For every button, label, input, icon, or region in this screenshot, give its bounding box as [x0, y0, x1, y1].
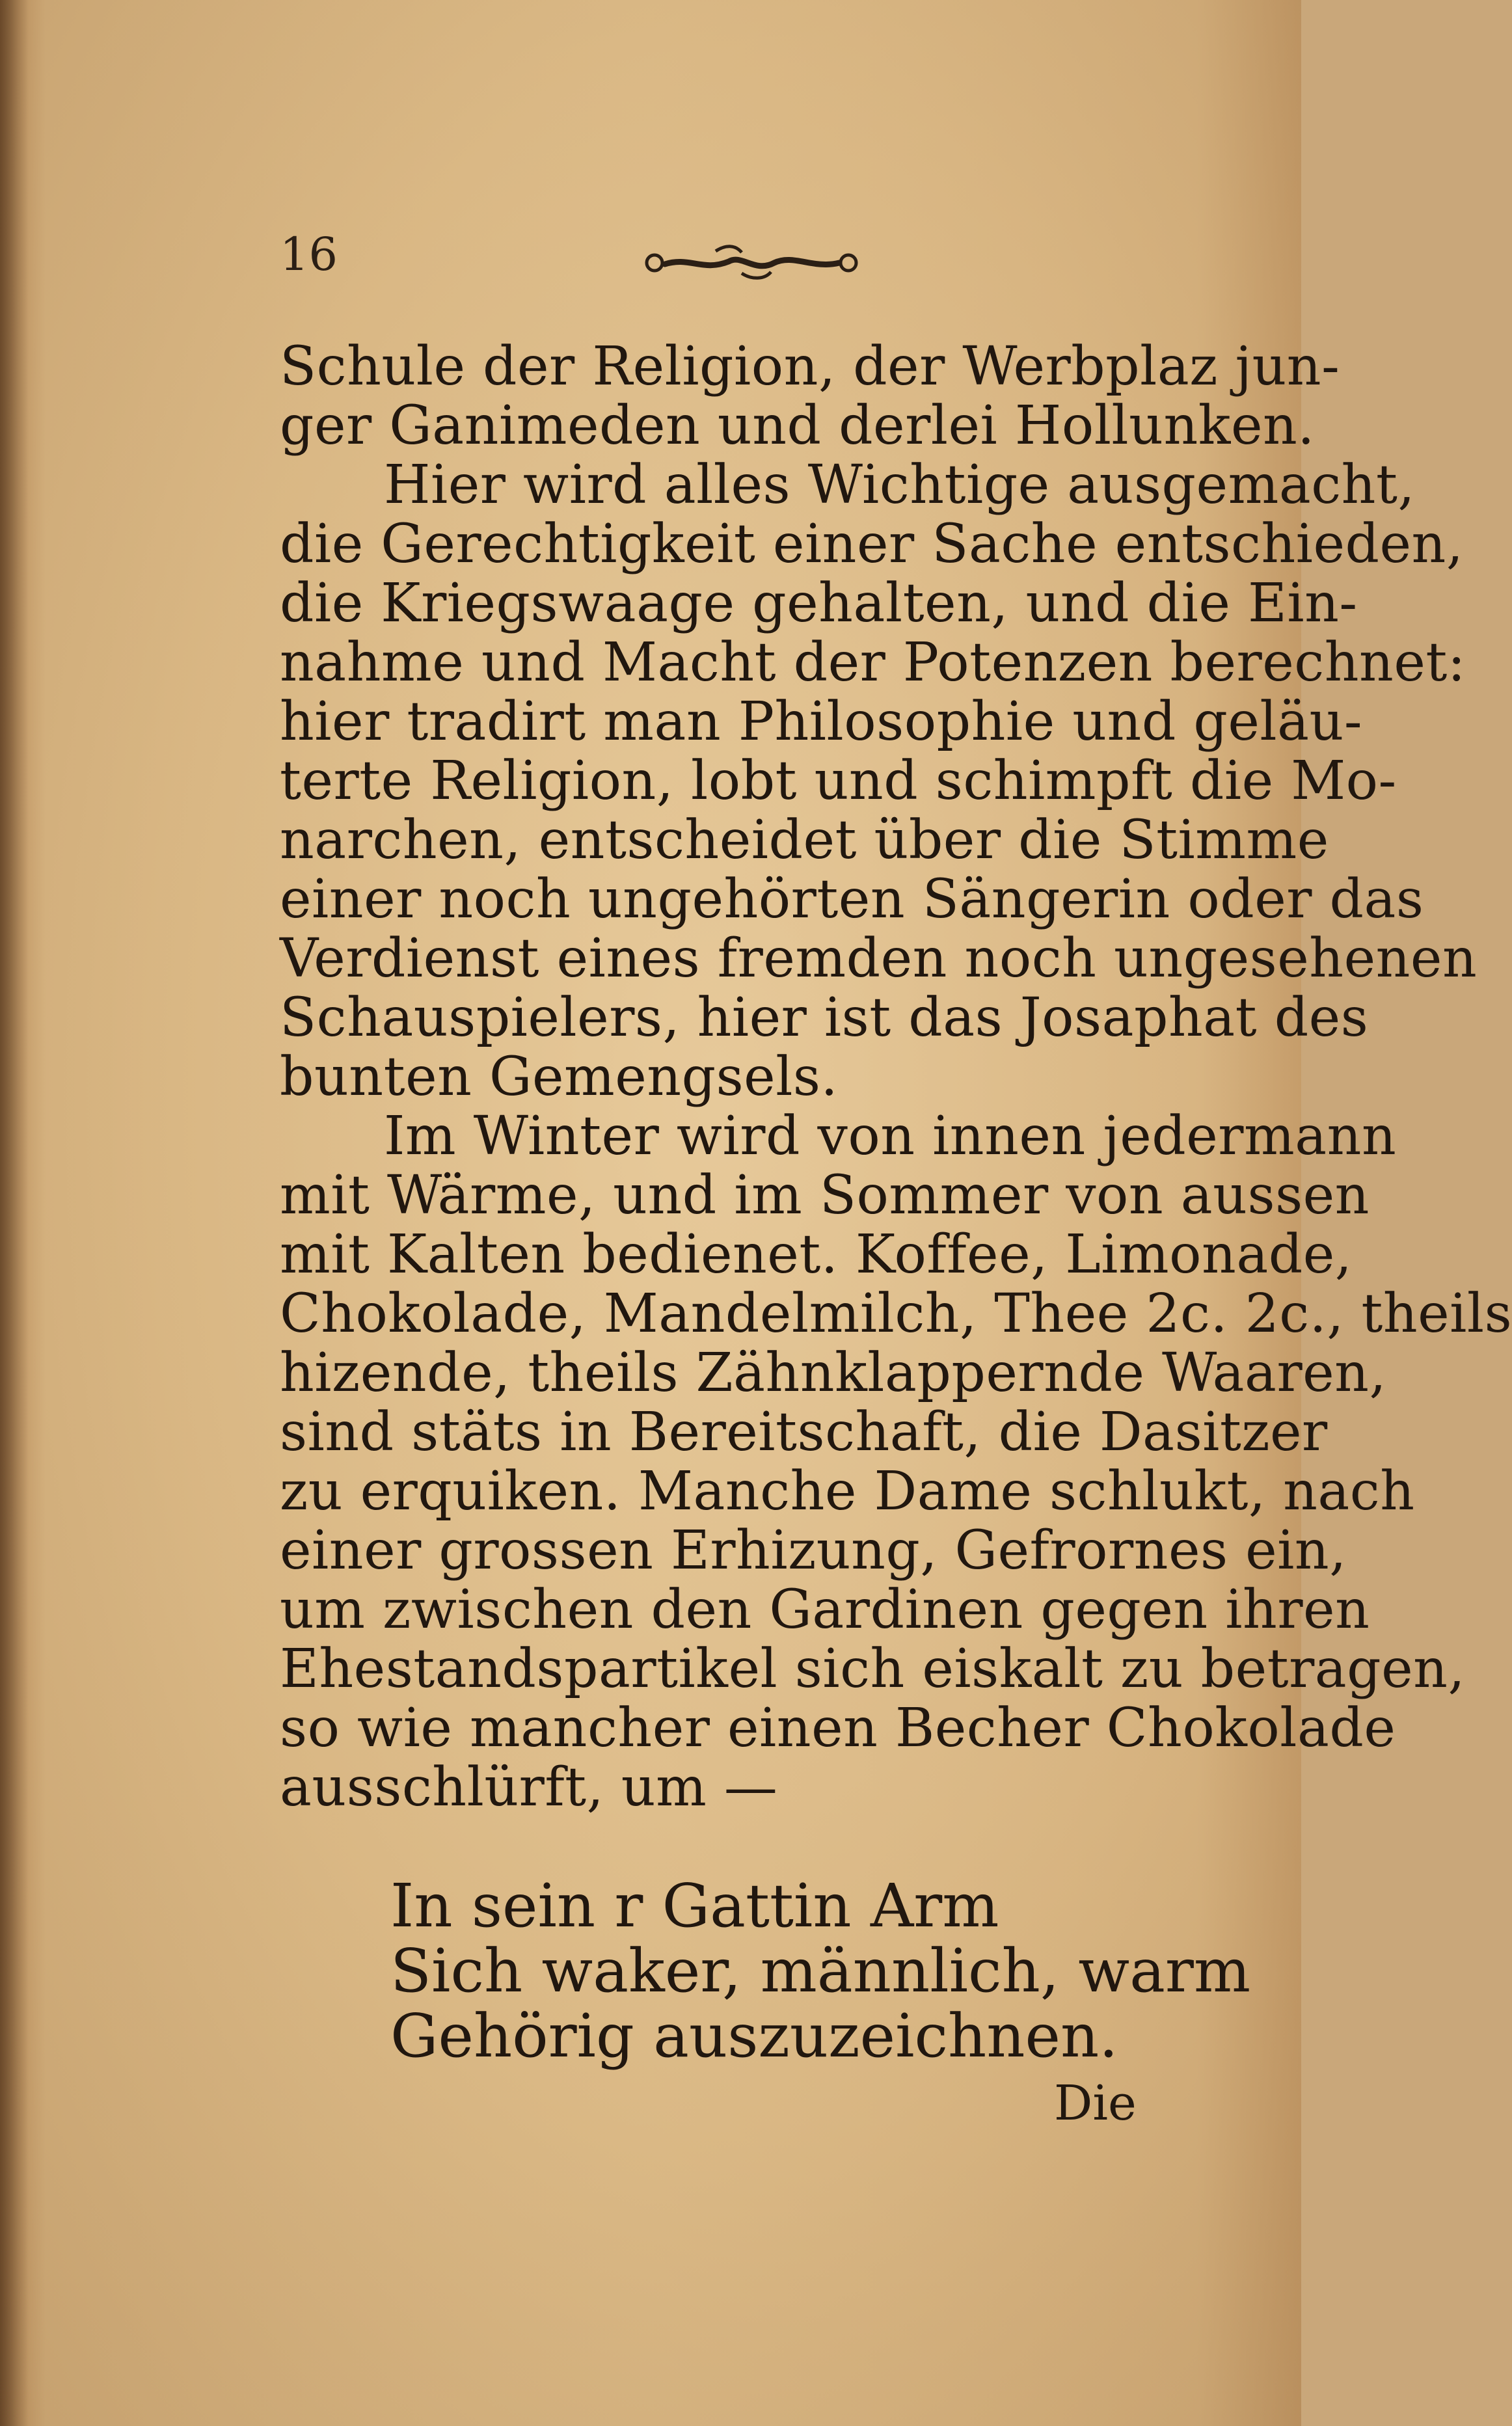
text-line: die Kriegswaage gehalten, und die Ein-: [280, 573, 1358, 634]
text-line: Verdienst eines fremden noch ungesehenen: [280, 928, 1478, 990]
text-line: sind stäts in Bereitschaft, die Dasitzer: [280, 1401, 1328, 1463]
text-line: hizende, theils Zähnklappernde Waaren,: [280, 1342, 1387, 1404]
text-line: terte Religion, lobt und schimpft die Mo-: [280, 750, 1397, 812]
text-line: mit Wärme, und im Sommer von aussen: [280, 1165, 1370, 1226]
text-line: so wie mancher einen Becher Chokolade: [280, 1697, 1396, 1759]
text-line: nahme und Macht der Potenzen berechnet:: [280, 632, 1466, 694]
text-line: Chokolade, Mandelmilch, Thee 2c. 2c., theils: [280, 1283, 1512, 1345]
gutter-shadow: [0, 0, 29, 2426]
text-line: einer grossen Erhizung, Gefrornes ein,: [280, 1520, 1347, 1582]
verse-line: In sein r Gattin Arm: [390, 1871, 999, 1941]
text-line: ger Ganimeden und derlei Hollunken.: [280, 395, 1315, 457]
text-line: Schule der Religion, der Werbplaz jun-: [280, 336, 1340, 398]
text-line: Im Winter wird von innen jedermann: [384, 1105, 1397, 1167]
text-line: Hier wird alles Wichtige ausgemacht,: [384, 454, 1415, 516]
text-line: hier tradirt man Philosophie und geläu-: [280, 691, 1363, 753]
main-text: [280, 336, 1512, 1818]
text-line: Ehestandspartikel sich eiskalt zu betragen,: [280, 1638, 1466, 1700]
catchword: Die: [1054, 2075, 1137, 2131]
text-line: Schauspielers, hier ist das Josaphat des: [280, 987, 1369, 1049]
text-line: bunten Gemengsels.: [280, 1046, 839, 1108]
text-line: um zwischen den Gardinen gegen ihren: [280, 1579, 1370, 1641]
text-line: die Gerechtigkeit einer Sache entschieden,: [280, 513, 1464, 575]
text-line: einer noch ungehörten Sängerin oder das: [280, 869, 1424, 930]
text-line: narchen, entscheidet über die Stimme: [280, 809, 1329, 871]
verse-line: Sich waker, männlich, warm: [390, 1936, 1251, 2006]
text-line: mit Kalten bedienet. Koffee, Limonade,: [280, 1224, 1353, 1286]
text-line: zu erquiken. Manche Dame schlukt, nach: [280, 1461, 1415, 1522]
verse-block: [390, 1871, 1251, 2071]
decorative-rule-icon: [644, 239, 859, 285]
verse-line: Gehörig auszuzeichnen.: [390, 2001, 1118, 2071]
page-number: 16: [280, 228, 338, 281]
text-line: ausschlürft, um —: [280, 1757, 778, 1818]
